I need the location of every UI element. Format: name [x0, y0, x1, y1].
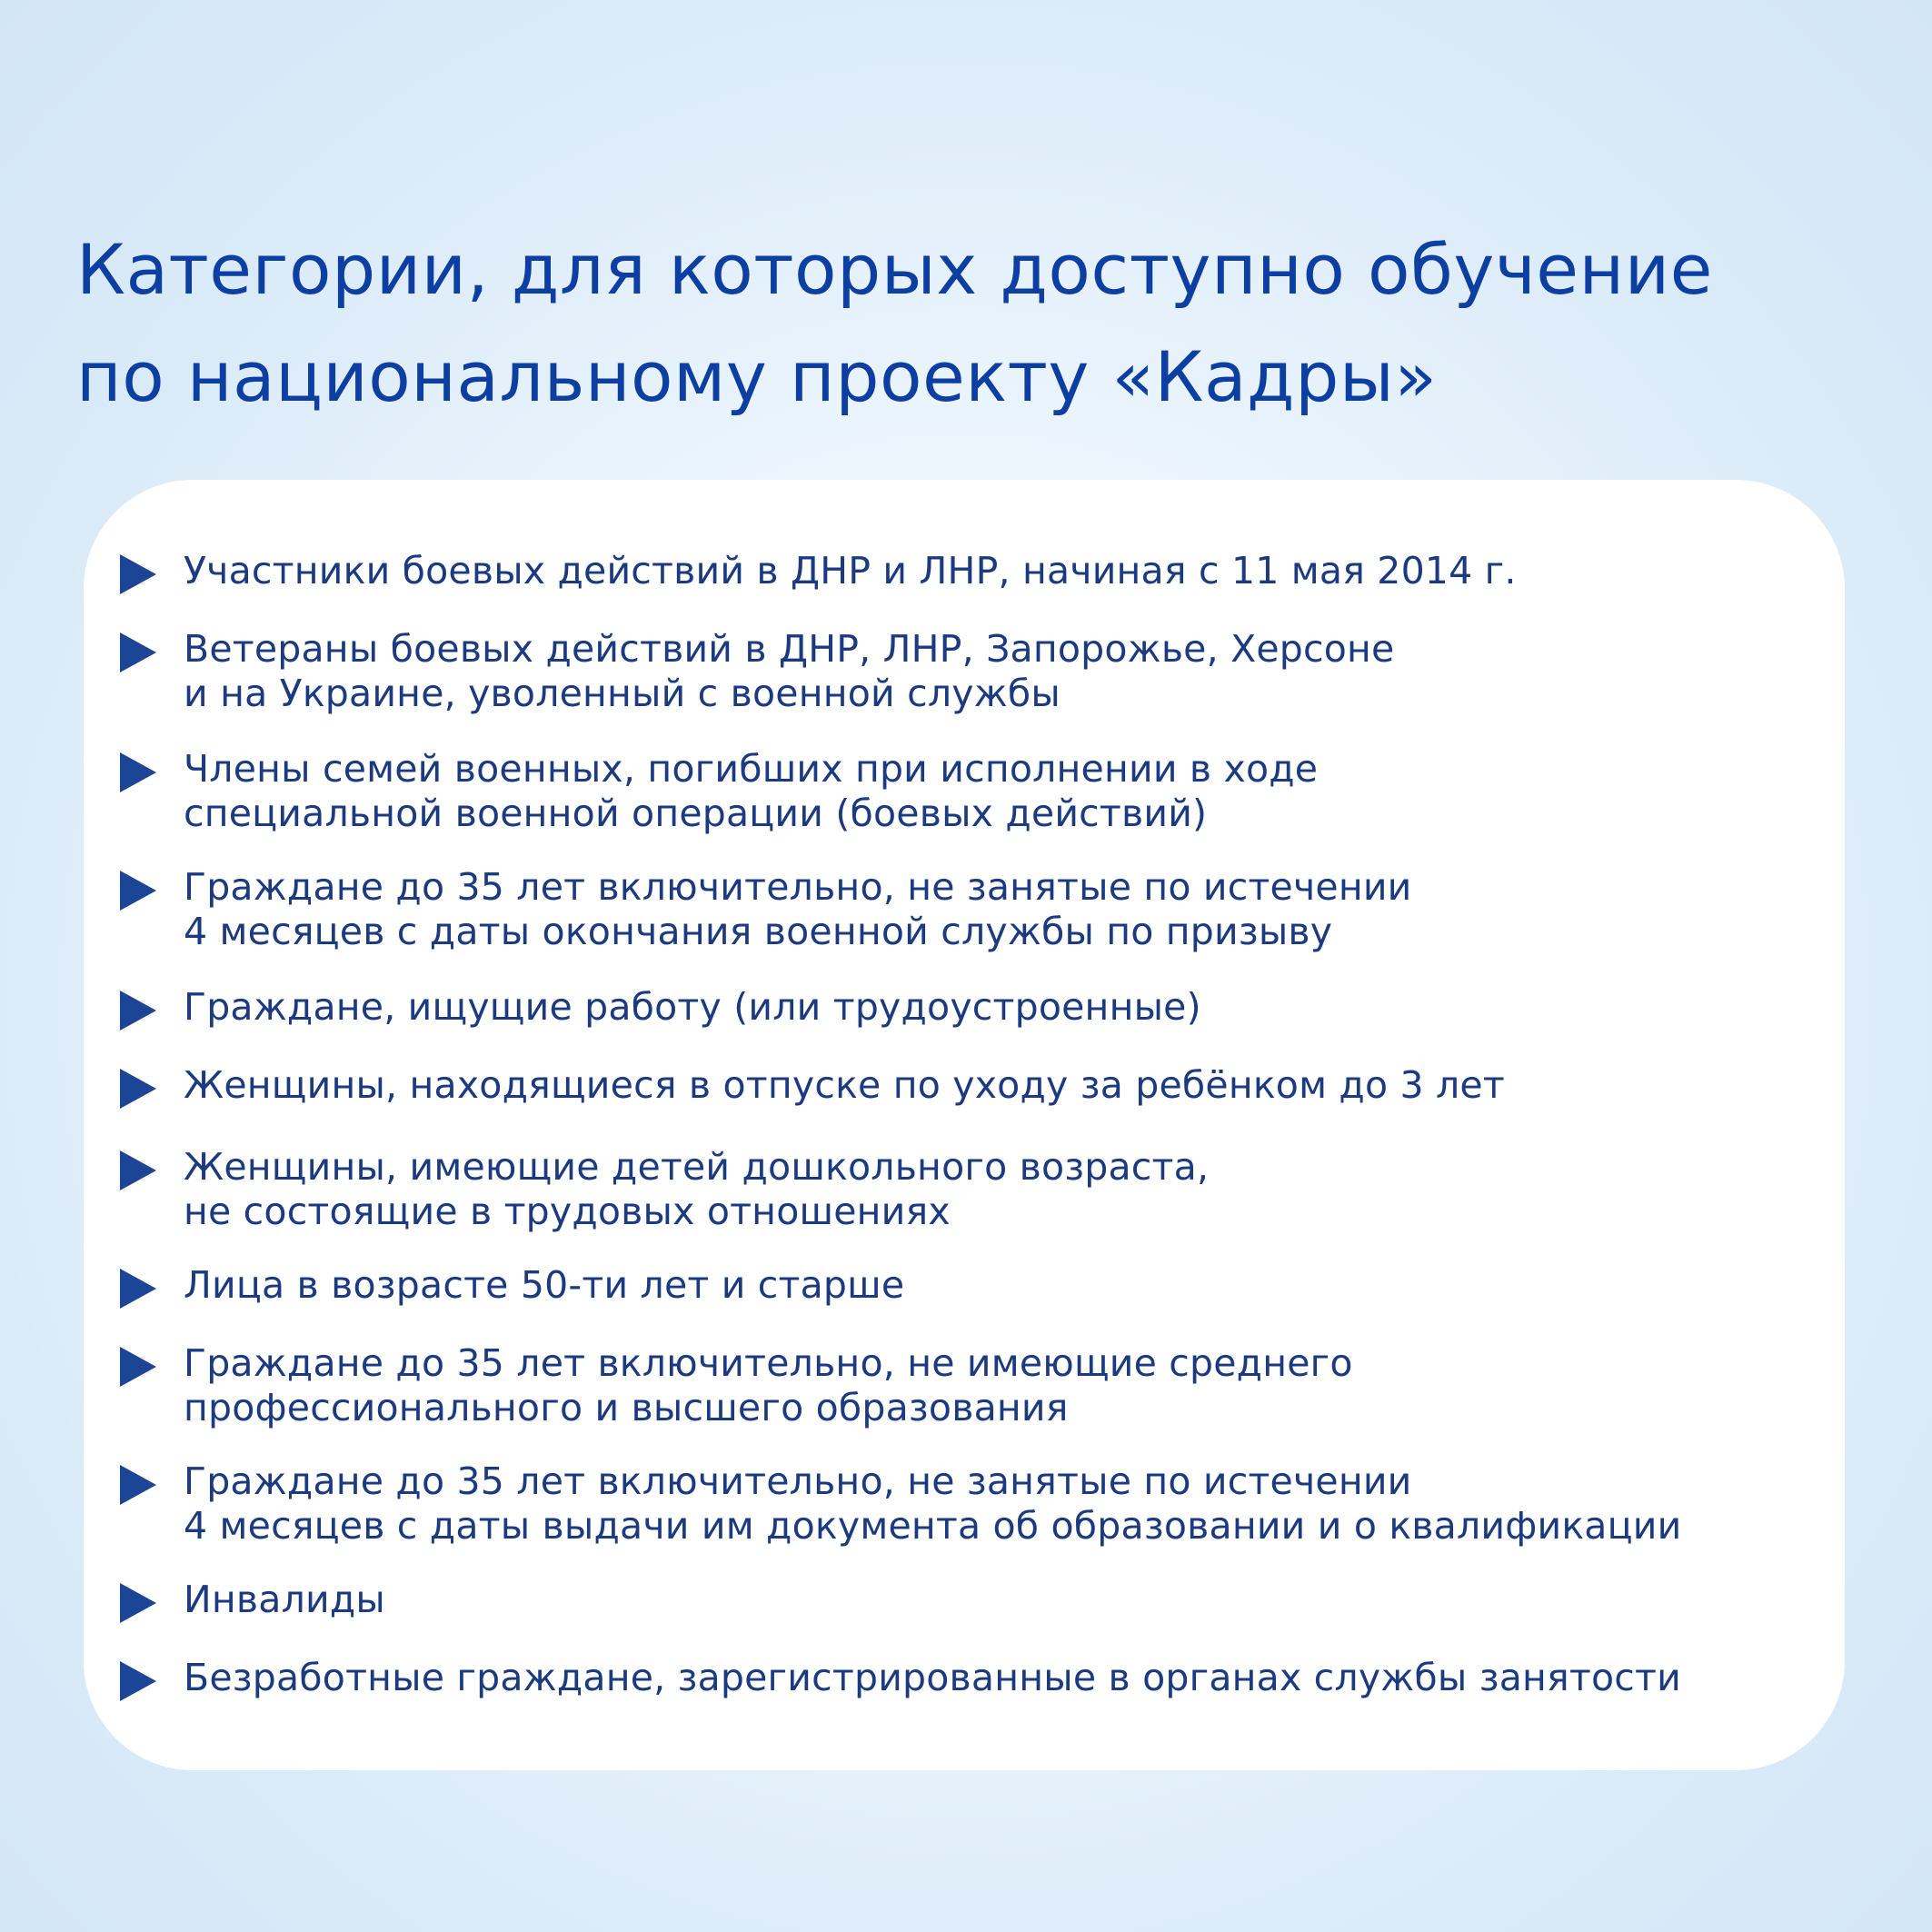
- category-text: Ветераны боевых действий в ДНР, ЛНР, Запорожье, Херсоне и на Украине, уволенный с военной службы: [184, 627, 1395, 715]
- triangle-right-icon: [120, 1269, 156, 1309]
- triangle-right-icon: [120, 991, 156, 1031]
- page-title-line-1: Категории, для которых доступно обучение: [76, 229, 1713, 310]
- triangle-right-icon: [120, 632, 156, 672]
- category-text: Граждане до 35 лет включительно, не имеющие среднего профессионального и высшего образования: [184, 1341, 1353, 1429]
- category-text: Граждане до 35 лет включительно, не занятые по истечении 4 месяцев с даты окончания военной службы по призыву: [184, 865, 1412, 953]
- category-text: Лица в возрасте 50-ти лет и старше: [184, 1263, 905, 1307]
- category-text: Женщины, имеющие детей дошкольного возраста, не состоящие в трудовых отношениях: [184, 1145, 1210, 1233]
- triangle-right-icon: [120, 752, 156, 792]
- triangle-right-icon: [120, 1069, 156, 1109]
- triangle-right-icon: [120, 1465, 156, 1505]
- categories-card: [84, 480, 1845, 1770]
- triangle-right-icon: [120, 1661, 156, 1701]
- page-title-line-2: по национальному проекту «Кадры»: [76, 336, 1438, 417]
- category-text: Участники боевых действий в ДНР и ЛНР, начиная с 11 мая 2014 г.: [184, 549, 1517, 593]
- category-text: Женщины, находящиеся в отпуске по уходу за ребёнком до 3 лет: [184, 1063, 1505, 1107]
- triangle-right-icon: [120, 871, 156, 911]
- category-text: Члены семей военных, погибших при исполнении в ходе специальной военной операции (боевых действий): [184, 747, 1319, 835]
- category-text: Инвалиды: [184, 1578, 385, 1621]
- category-text: Безработные граждане, зарегистрированные в органах службы занятости: [184, 1656, 1681, 1699]
- triangle-right-icon: [120, 554, 156, 594]
- page-title: [76, 216, 1876, 431]
- category-text: Граждане до 35 лет включительно, не занятые по истечении 4 месяцев с даты выдачи им документа об образовании и о квалификации: [184, 1459, 1682, 1548]
- triangle-right-icon: [120, 1150, 156, 1190]
- triangle-right-icon: [120, 1583, 156, 1623]
- category-text: Граждане, ищущие работу (или трудоустроенные): [184, 985, 1201, 1029]
- triangle-right-icon: [120, 1347, 156, 1387]
